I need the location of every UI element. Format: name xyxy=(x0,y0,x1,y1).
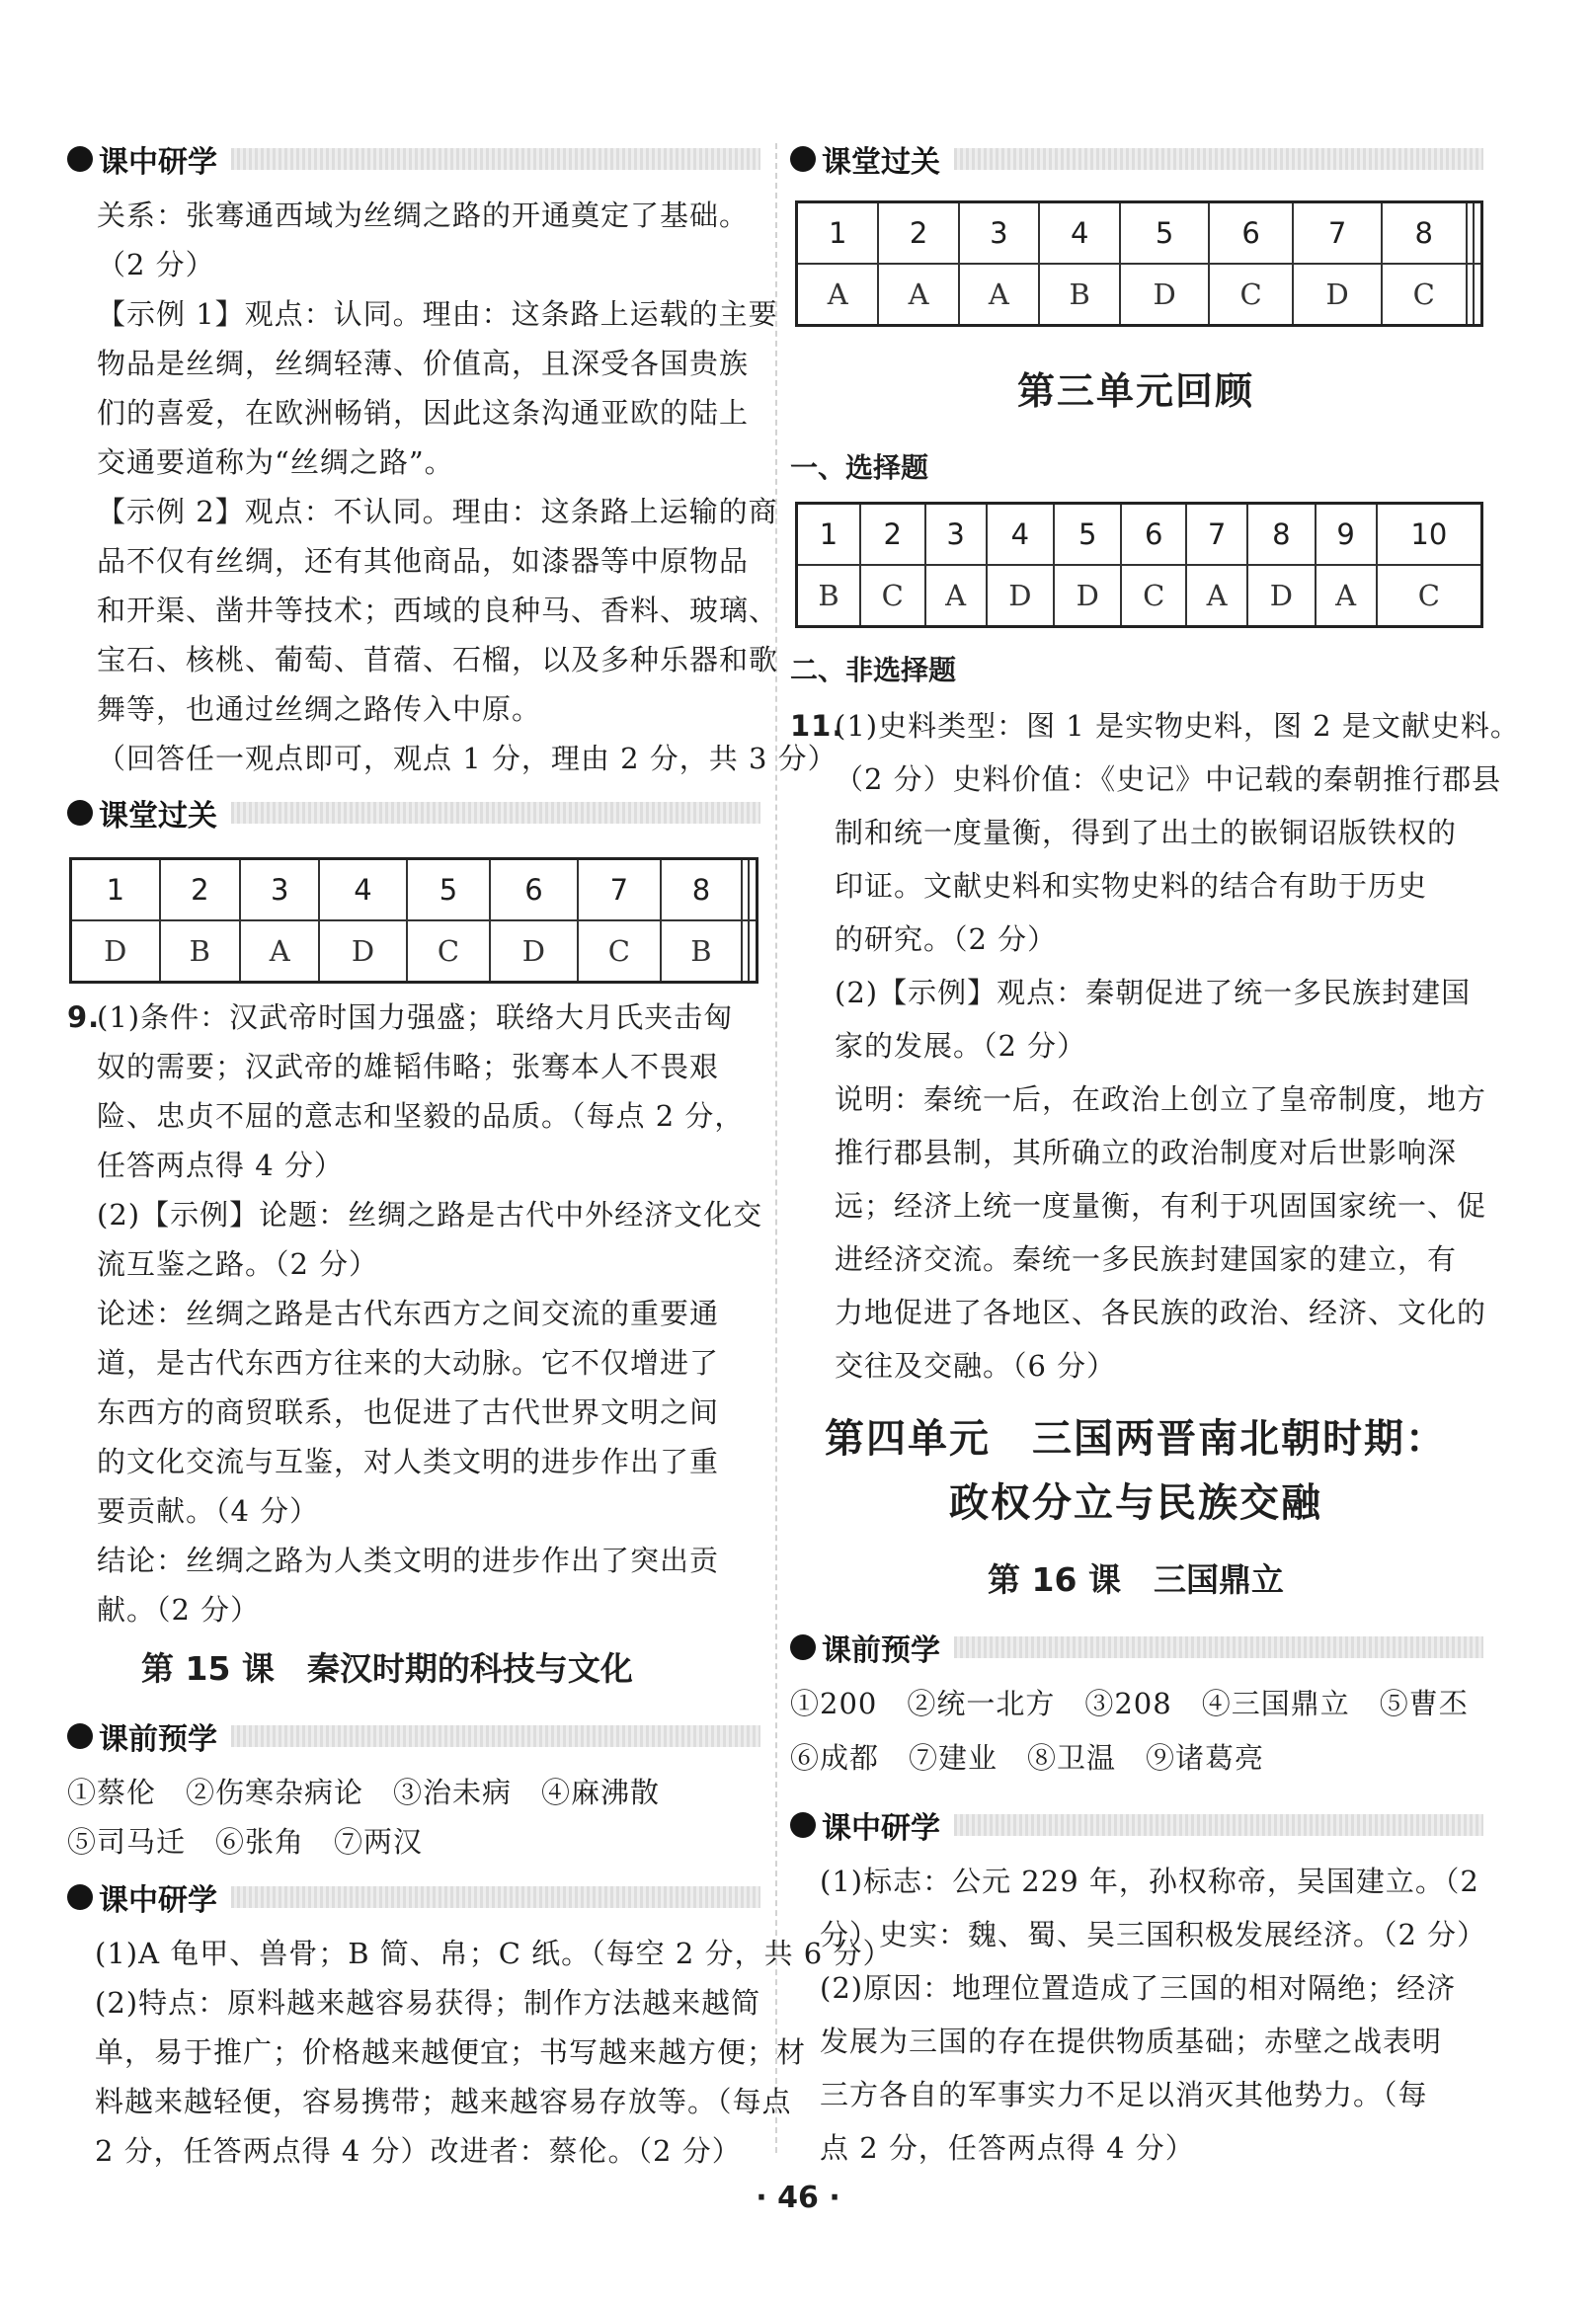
section-header-class-check xyxy=(67,790,760,835)
answer-table-answer-row xyxy=(797,565,1482,627)
table-cell: 4 xyxy=(1039,202,1120,265)
header-bar xyxy=(231,1725,760,1747)
table-cell: D xyxy=(1120,264,1208,326)
header-bar xyxy=(231,802,760,824)
table-cell: D xyxy=(319,920,406,983)
text-line: (2)【示例】论题：丝绸之路是古代中外经济文化交 xyxy=(97,1198,763,1232)
lesson-title: 第 16 课 三国鼎立 xyxy=(988,1560,1284,1599)
text-line: ⑥成都 ⑦建业 ⑧卫温 ⑨诸葛亮 xyxy=(790,1741,1265,1775)
subsection-title: 一、选择题 xyxy=(790,451,929,484)
text-line: 品不仅有丝绸，还有其他商品，如漆器等中原物品 xyxy=(97,544,750,578)
bullet-icon xyxy=(67,800,93,826)
answer-table xyxy=(795,200,1483,327)
table-cell: A xyxy=(925,565,987,627)
text-line: 论述：丝绸之路是古代东西方之间交流的重要通 xyxy=(97,1297,720,1330)
section-header-class-check xyxy=(790,136,1483,182)
section-title: 课前预学 xyxy=(822,1633,940,1668)
table-cell: 7 xyxy=(1293,202,1381,265)
table-cell: 1 xyxy=(797,202,879,265)
table-cell: D xyxy=(1247,565,1315,627)
table-cell: A xyxy=(1316,565,1377,627)
table-cell: C xyxy=(407,920,491,983)
text-line: 远；经济上统一度量衡，有利于巩固国家统一、促 xyxy=(835,1189,1487,1223)
section-title: 课前预学 xyxy=(99,1722,217,1757)
answer-table-answer-row xyxy=(797,264,1482,326)
table-cell xyxy=(742,859,749,921)
table-cell: 3 xyxy=(240,859,319,921)
text-line: 献。（2 分） xyxy=(97,1593,261,1627)
table-cell: 7 xyxy=(578,859,662,921)
table-cell: 2 xyxy=(878,202,958,265)
text-line: （回答任一观点即可，观点 1 分，理由 2 分，共 3 分） xyxy=(97,742,838,775)
text-line: 【示例 1】观点：认同。理由：这条路上运载的主要 xyxy=(97,297,778,331)
section-header-in-class-study xyxy=(67,1874,760,1920)
text-line: ①200 ②统一北方 ③208 ④三国鼎立 ⑤曹丕 xyxy=(790,1687,1469,1720)
text-line: (2)原因：地理位置造成了三国的相对隔绝；经济 xyxy=(820,1971,1457,2005)
text-line: 【示例 2】观点：不认同。理由：这条路上运输的商 xyxy=(97,495,778,528)
header-bar xyxy=(231,148,760,170)
text-line: 交往及交融。（6 分） xyxy=(835,1349,1117,1383)
table-cell: 2 xyxy=(860,504,925,566)
text-line: (1)A 龟甲、兽骨；B 简、帛；C 纸。（每空 2 分，共 6 分） xyxy=(95,1937,893,1970)
table-cell: A xyxy=(240,920,319,983)
bullet-icon xyxy=(790,1812,816,1838)
table-cell: A xyxy=(797,264,879,326)
text-line: 发展为三国的存在提供物质基础；赤壁之战表明 xyxy=(820,2025,1443,2058)
text-line: 东西方的商贸联系，也促进了古代世界文明之间 xyxy=(97,1395,720,1429)
text-line: 和开渠、凿井等技术；西域的良种马、香料、玻璃、 xyxy=(97,594,779,627)
section-header-in-class-study xyxy=(790,1802,1483,1848)
text-line: 推行郡县制，其所确立的政治制度对后世影响深 xyxy=(835,1136,1458,1169)
table-cell: 5 xyxy=(407,859,491,921)
bullet-icon xyxy=(790,146,816,172)
table-cell: D xyxy=(490,920,577,983)
table-cell: A xyxy=(959,264,1039,326)
unit-title: 第四单元 三国两晋南北朝时期： xyxy=(825,1415,1447,1462)
text-line: ⑤司马迁 ⑥张角 ⑦两汉 xyxy=(67,1825,424,1859)
section-header-pre-study xyxy=(67,1713,760,1759)
text-line: 道，是古代东西方往来的大动脉。它不仅增进了 xyxy=(97,1346,720,1380)
table-cell: C xyxy=(1209,264,1294,326)
answer-table xyxy=(69,857,758,984)
table-cell: 4 xyxy=(319,859,406,921)
question-number: 9. xyxy=(67,1000,101,1034)
text-line: 说明：秦统一后，在政治上创立了皇帝制度，地方 xyxy=(835,1082,1487,1116)
section-header-in-class-study xyxy=(67,136,760,182)
text-line: 任答两点得 4 分） xyxy=(97,1149,344,1182)
table-cell xyxy=(1474,202,1482,265)
text-line: (1)条件：汉武帝时国力强盛；联络大月氏夹击匈 xyxy=(97,1000,734,1034)
column-divider xyxy=(775,143,777,2153)
review-title: 第三单元回顾 xyxy=(1016,368,1254,413)
header-bar xyxy=(231,1886,760,1908)
text-line: 要贡献。（4 分） xyxy=(97,1494,320,1528)
bullet-icon xyxy=(67,1884,93,1910)
text-line: 三方各自的军事实力不足以消灭其他势力。（每 xyxy=(820,2078,1428,2111)
header-bar xyxy=(954,1636,1483,1658)
table-cell: D xyxy=(71,920,160,983)
table-cell: C xyxy=(1382,264,1467,326)
text-line: （2 分）史料价值：《史记》中记载的秦朝推行郡县 xyxy=(835,762,1502,796)
table-cell: B xyxy=(797,565,860,627)
table-cell: D xyxy=(1293,264,1381,326)
text-line: 2 分，任答两点得 4 分）改进者：蔡伦。（2 分） xyxy=(95,2134,742,2168)
question-number: 11. xyxy=(790,709,844,743)
table-cell: 9 xyxy=(1316,504,1377,566)
table-cell: C xyxy=(1121,565,1186,627)
unit-subtitle: 政权分立与民族交融 xyxy=(949,1479,1322,1526)
table-cell: 6 xyxy=(1121,504,1186,566)
table-cell: B xyxy=(1039,264,1120,326)
text-line: 力地促进了各地区、各民族的政治、经济、文化的 xyxy=(835,1296,1487,1329)
answer-table xyxy=(795,502,1483,628)
text-line: (2)【示例】观点：秦朝促进了统一多民族封建国 xyxy=(835,976,1472,1009)
text-line: 印证。文献史料和实物史料的结合有助于历史 xyxy=(835,869,1428,903)
table-cell: 3 xyxy=(959,202,1039,265)
table-cell: 6 xyxy=(490,859,577,921)
table-cell: D xyxy=(987,565,1054,627)
table-cell xyxy=(742,920,749,983)
table-cell: 8 xyxy=(1382,202,1467,265)
text-line: 分）史实：魏、蜀、吴三国积极发展经济。（2 分） xyxy=(820,1918,1487,1951)
bullet-icon xyxy=(790,1634,816,1660)
table-cell xyxy=(1467,264,1474,326)
table-cell: 4 xyxy=(987,504,1054,566)
section-title: 课中研学 xyxy=(99,145,217,180)
text-line: (1)史料类型：图 1 是实物史料，图 2 是文献史料。 xyxy=(835,709,1520,743)
answer-table-answer-row xyxy=(71,920,758,983)
text-line: 险、忠贞不屈的意志和坚毅的品质。（每点 2 分， xyxy=(97,1099,745,1133)
text-line: 舞等，也通过丝绸之路传入中原。 xyxy=(97,692,542,726)
text-line: 交通要道称为“丝绸之路”。 xyxy=(97,445,454,479)
text-line: 结论：丝绸之路为人类文明的进步作出了突出贡 xyxy=(97,1544,720,1577)
text-line: (1)标志：公元 229 年，孙权称帝，吴国建立。（2 xyxy=(820,1865,1479,1898)
section-title: 课中研学 xyxy=(99,1883,217,1918)
text-line: 的研究。（2 分） xyxy=(835,922,1058,956)
header-bar xyxy=(954,148,1483,170)
table-cell: 5 xyxy=(1054,504,1121,566)
table-cell: B xyxy=(160,920,241,983)
section-header-pre-study xyxy=(790,1625,1483,1670)
table-cell: D xyxy=(1054,565,1121,627)
bullet-icon xyxy=(67,1723,93,1749)
text-line: （2 分） xyxy=(97,248,215,281)
table-cell: 3 xyxy=(925,504,987,566)
text-line: 流互鉴之路。（2 分） xyxy=(97,1247,379,1281)
section-title: 课中研学 xyxy=(822,1811,940,1846)
table-cell: C xyxy=(1377,565,1482,627)
table-cell: A xyxy=(1186,565,1247,627)
answer-table-header-row xyxy=(797,202,1482,265)
table-cell xyxy=(1474,264,1482,326)
table-cell: 10 xyxy=(1377,504,1482,566)
page-number: · 46 · xyxy=(756,2181,840,2215)
text-line: (2)特点：原料越来越容易获得；制作方法越来越简 xyxy=(95,1986,761,2020)
text-line: 物品是丝绸，丝绸轻薄、价值高，且深受各国贵族 xyxy=(97,347,750,380)
table-cell: B xyxy=(661,920,742,983)
table-cell: 2 xyxy=(160,859,241,921)
table-cell xyxy=(749,920,758,983)
text-line: 奴的需要；汉武帝的雄韬伟略；张骞本人不畏艰 xyxy=(97,1050,720,1083)
lesson-title: 第 15 课 秦汉时期的科技与文化 xyxy=(141,1649,633,1688)
header-bar xyxy=(954,1814,1483,1836)
table-cell xyxy=(1467,202,1474,265)
table-cell: 1 xyxy=(797,504,860,566)
text-line: 单，易于推广；价格越来越便宜；书写越来越方便；材 xyxy=(95,2035,807,2069)
table-cell: C xyxy=(578,920,662,983)
table-cell: 8 xyxy=(661,859,742,921)
answer-table-header-row xyxy=(71,859,758,921)
table-cell: 5 xyxy=(1120,202,1208,265)
table-cell xyxy=(749,859,758,921)
table-cell: 6 xyxy=(1209,202,1294,265)
text-line: 宝石、核桃、葡萄、苜蓿、石榴，以及多种乐器和歌 xyxy=(97,643,779,676)
text-line: ①蔡伦 ②伤寒杂病论 ③治未病 ④麻沸散 xyxy=(67,1776,661,1809)
table-cell: C xyxy=(860,565,925,627)
text-line: 关系：张骞通西域为丝绸之路的开通奠定了基础。 xyxy=(97,199,750,232)
section-title: 课堂过关 xyxy=(99,799,217,834)
bullet-icon xyxy=(67,146,93,172)
table-cell: 8 xyxy=(1247,504,1315,566)
text-line: 制和统一度量衡，得到了出土的嵌铜诏版铁权的 xyxy=(835,816,1458,849)
table-cell: 7 xyxy=(1186,504,1247,566)
text-line: 点 2 分，任答两点得 4 分） xyxy=(820,2131,1195,2165)
text-line: 们的喜爱，在欧洲畅销，因此这条沟通亚欧的陆上 xyxy=(97,396,750,430)
text-line: 料越来越轻便，容易携带；越来越容易存放等。（每点 xyxy=(95,2085,792,2118)
section-title: 课堂过关 xyxy=(822,145,940,180)
table-cell: 1 xyxy=(71,859,160,921)
text-line: 进经济交流。秦统一多民族封建国家的建立，有 xyxy=(835,1242,1458,1276)
subsection-title: 二、非选择题 xyxy=(790,654,957,686)
text-line: 家的发展。（2 分） xyxy=(835,1029,1087,1063)
table-cell: A xyxy=(878,264,958,326)
answer-table-header-row xyxy=(797,504,1482,566)
text-line: 的文化交流与互鉴，对人类文明的进步作出了重 xyxy=(97,1445,720,1478)
